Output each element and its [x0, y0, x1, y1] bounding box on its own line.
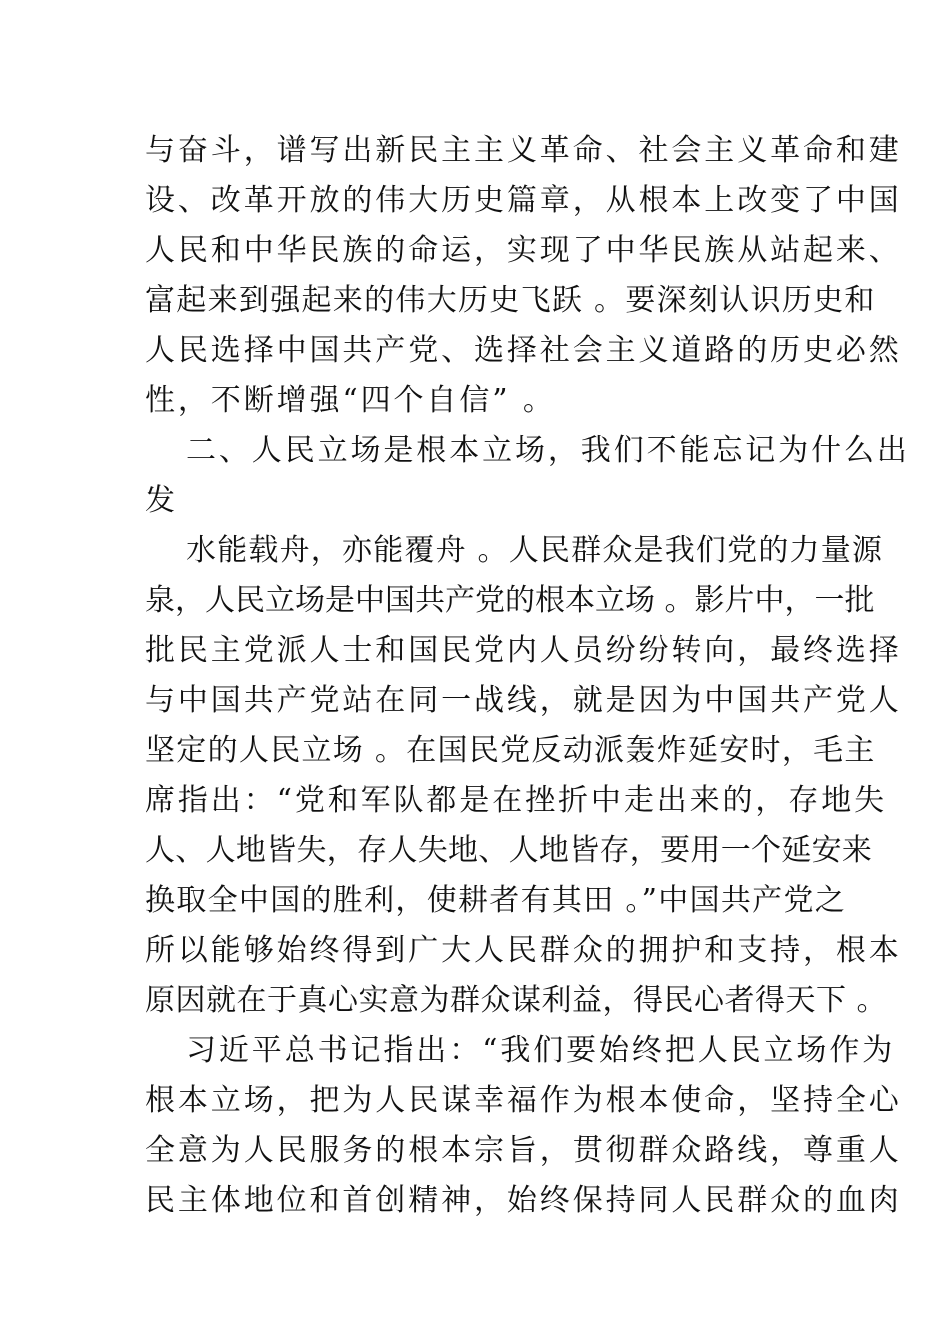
section-heading: 二、人民立场是根本立场，我们不能忘记为什么出 [186, 433, 910, 468]
text-line: 与奋斗，谱写出新民主主义革命、社会主义革命和建 [145, 133, 902, 168]
text-line: 水能载舟，亦能覆舟 。人民群众是我们党的力量源 [186, 533, 884, 568]
text-line: 根本立场，把为人民谋幸福作为根本使命，坚持全心 [145, 1083, 902, 1118]
text-line: 人民和中华民族的命运，实现了中华民族从站起来、 [145, 233, 902, 268]
text-line: 全意为人民服务的根本宗旨，贯彻群众路线，尊重人 [145, 1133, 902, 1168]
text-line: 泉，人民立场是中国共产党的根本立场 。影片中，一批 [145, 583, 875, 618]
text-line: 坚定的人民立场 。在国民党反动派轰炸延安时，毛主 [145, 733, 876, 768]
text-line: 设、改革开放的伟大历史篇章，从根本上改变了中国 [145, 183, 902, 218]
text-line: 与中国共产党站在同一战线，就是因为中国共产党人 [145, 683, 902, 718]
text-line: 席指出：“党和军队都是在挫折中走出来的，存地失 [145, 783, 888, 818]
text-line: 人民选择中国共产党、选择社会主义道路的历史必然 [145, 333, 902, 368]
section-heading-continuation: 发 [145, 483, 178, 518]
text-line: 习近平总书记指出：“我们要始终把人民立场作为 [186, 1033, 896, 1068]
text-line: 换取全中国的胜利，使耕者有其田 。”中国共产党之 [145, 883, 847, 918]
text-line: 人、人地皆失，存人失地、人地皆存，要用一个延安来 [145, 833, 873, 868]
text-line: 民主体地位和首创精神，始终保持同人民群众的血肉 [145, 1183, 902, 1218]
text-line: 原因就在于真心实意为群众谋利益，得民心者得天下 。 [145, 983, 888, 1018]
text-line: 批民主党派人士和国民党内人员纷纷转向，最终选择 [145, 633, 902, 668]
text-line: 所以能够始终得到广大人民群众的拥护和支持，根本 [145, 933, 902, 968]
text-line: 性，不断增强“四个自信” 。 [145, 383, 556, 418]
text-line: 富起来到强起来的伟大历史飞跃 。要深刻认识历史和 [145, 283, 876, 318]
